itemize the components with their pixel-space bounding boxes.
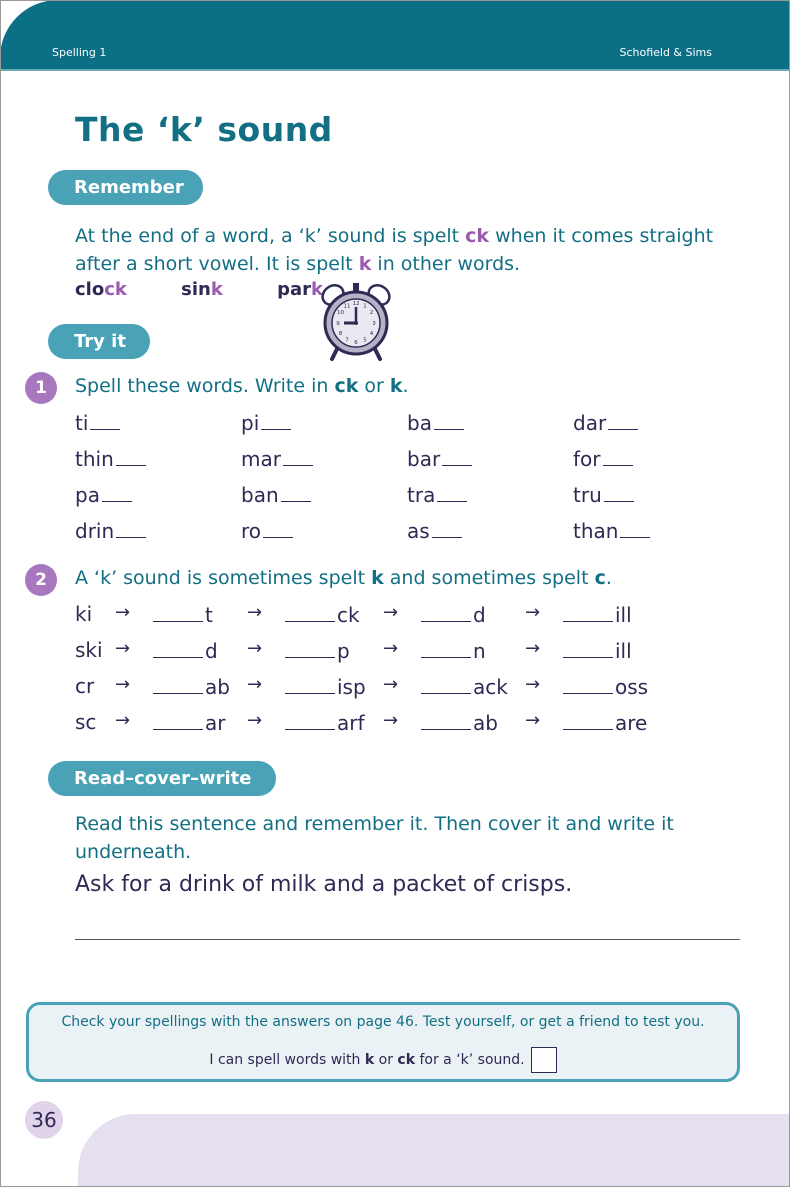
writing-line[interactable] <box>75 939 740 940</box>
svg-text:3: 3 <box>372 321 376 327</box>
chain-blank[interactable]: ck <box>285 602 360 627</box>
chain-blank[interactable]: isp <box>285 674 366 699</box>
check-instruction: Check your spellings with the answers on page 46. Test yourself, or get a friend to test you. <box>61 1014 705 1030</box>
arrow-icon: → <box>247 638 263 659</box>
svg-text:7: 7 <box>345 337 349 344</box>
chain-blank[interactable]: t <box>153 602 213 627</box>
svg-text:5: 5 <box>363 337 367 344</box>
word-blank[interactable]: ban <box>241 482 407 508</box>
svg-text:8: 8 <box>338 331 343 337</box>
remember-heading: Remember <box>48 170 203 205</box>
header-book-title: Spelling 1 <box>52 46 107 59</box>
arrow-icon: → <box>115 638 131 659</box>
self-check-box <box>26 1002 740 1082</box>
chain-blank[interactable]: p <box>285 638 350 663</box>
question-2-text: A ‘k’ sound is sometimes spelt k and sometimes spelt c. <box>75 567 612 589</box>
read-instruction: Read this sentence and remember it. Then cover it and write it underneath. <box>75 813 674 863</box>
arrow-icon: → <box>247 602 263 623</box>
arrow-icon: → <box>525 710 541 731</box>
word-blank[interactable]: thin <box>75 446 241 472</box>
word-blank[interactable]: dar <box>573 410 739 436</box>
word-blank[interactable]: ro <box>241 518 407 544</box>
self-assessment: I can spell words with k or ck for a ‘k’ sound. <box>29 1047 737 1073</box>
svg-text:12: 12 <box>352 301 360 307</box>
try-it-heading: Try it <box>48 324 150 359</box>
alarm-clock-icon <box>318 281 394 363</box>
word-blank[interactable]: pa <box>75 482 241 508</box>
arrow-icon: → <box>525 602 541 623</box>
chain-blank[interactable]: ar <box>153 710 225 735</box>
word-blank[interactable]: as <box>407 518 573 544</box>
arrow-icon: → <box>525 674 541 695</box>
chain-blank[interactable]: ill <box>563 638 632 663</box>
word-blank[interactable]: ti <box>75 410 241 436</box>
rule-text: At the end of a word, a ‘k’ sound is spelt ck when it comes straight after a short vowel. It is spelt k in other words. <box>75 225 714 275</box>
arrow-icon: → <box>383 638 399 659</box>
tick-checkbox[interactable] <box>531 1047 557 1073</box>
page-title: The ‘k’ sound <box>75 110 333 149</box>
rule-k: k <box>358 253 372 275</box>
chain-blank[interactable]: are <box>563 710 647 735</box>
question-1-number: 1 <box>25 372 57 404</box>
question-2-number: 2 <box>25 564 57 596</box>
chain-blank[interactable]: ab <box>153 674 230 699</box>
dictation-sentence: Ask for a drink of milk and a packet of crisps. <box>75 872 573 897</box>
chain-blank[interactable]: n <box>421 638 486 663</box>
chain-blank[interactable]: ill <box>563 602 632 627</box>
chain-blank[interactable]: d <box>153 638 218 663</box>
svg-text:2: 2 <box>369 310 374 316</box>
example-word: clock <box>75 279 127 300</box>
word-blank[interactable]: ba <box>407 410 573 436</box>
example-word: sink <box>181 279 223 300</box>
chain-blank[interactable]: arf <box>285 710 365 735</box>
arrow-icon: → <box>525 638 541 659</box>
chain-start: sc <box>75 710 97 734</box>
read-cover-write-heading: Read–cover–write <box>48 761 276 796</box>
question-1-text: Spell these words. Write in ck or k. <box>75 375 409 397</box>
rule-ck: ck <box>465 225 490 247</box>
word-blank[interactable]: pi <box>241 410 407 436</box>
svg-text:11: 11 <box>343 303 351 310</box>
chain-start: ki <box>75 602 93 626</box>
word-blank[interactable]: for <box>573 446 739 472</box>
svg-text:1: 1 <box>363 303 367 310</box>
word-blank[interactable]: drin <box>75 518 241 544</box>
svg-text:9: 9 <box>336 321 340 327</box>
word-blank[interactable]: bar <box>407 446 573 472</box>
chain-start: cr <box>75 674 95 698</box>
arrow-icon: → <box>383 602 399 623</box>
word-blank[interactable]: mar <box>241 446 407 472</box>
example-word: park <box>277 279 324 300</box>
header-band <box>0 0 790 71</box>
chain-blank[interactable]: oss <box>563 674 648 699</box>
svg-text:4: 4 <box>369 331 374 337</box>
arrow-icon: → <box>247 674 263 695</box>
footer-band <box>78 1114 790 1187</box>
chain-blank[interactable]: ack <box>421 674 508 699</box>
chain-start: ski <box>75 638 103 662</box>
arrow-icon: → <box>115 602 131 623</box>
word-blank[interactable]: tru <box>573 482 739 508</box>
header-publisher: Schofield & Sims <box>619 46 712 59</box>
arrow-icon: → <box>115 674 131 695</box>
chain-blank[interactable]: ab <box>421 710 498 735</box>
word-blank[interactable]: than <box>573 518 739 544</box>
page-number: 36 <box>25 1101 63 1139</box>
svg-text:10: 10 <box>337 310 344 316</box>
arrow-icon: → <box>383 710 399 731</box>
arrow-icon: → <box>247 710 263 731</box>
arrow-icon: → <box>115 710 131 731</box>
chain-blank[interactable]: d <box>421 602 486 627</box>
word-blank[interactable]: tra <box>407 482 573 508</box>
arrow-icon: → <box>383 674 399 695</box>
svg-text:6: 6 <box>354 340 358 346</box>
question-1-grid <box>75 410 739 544</box>
